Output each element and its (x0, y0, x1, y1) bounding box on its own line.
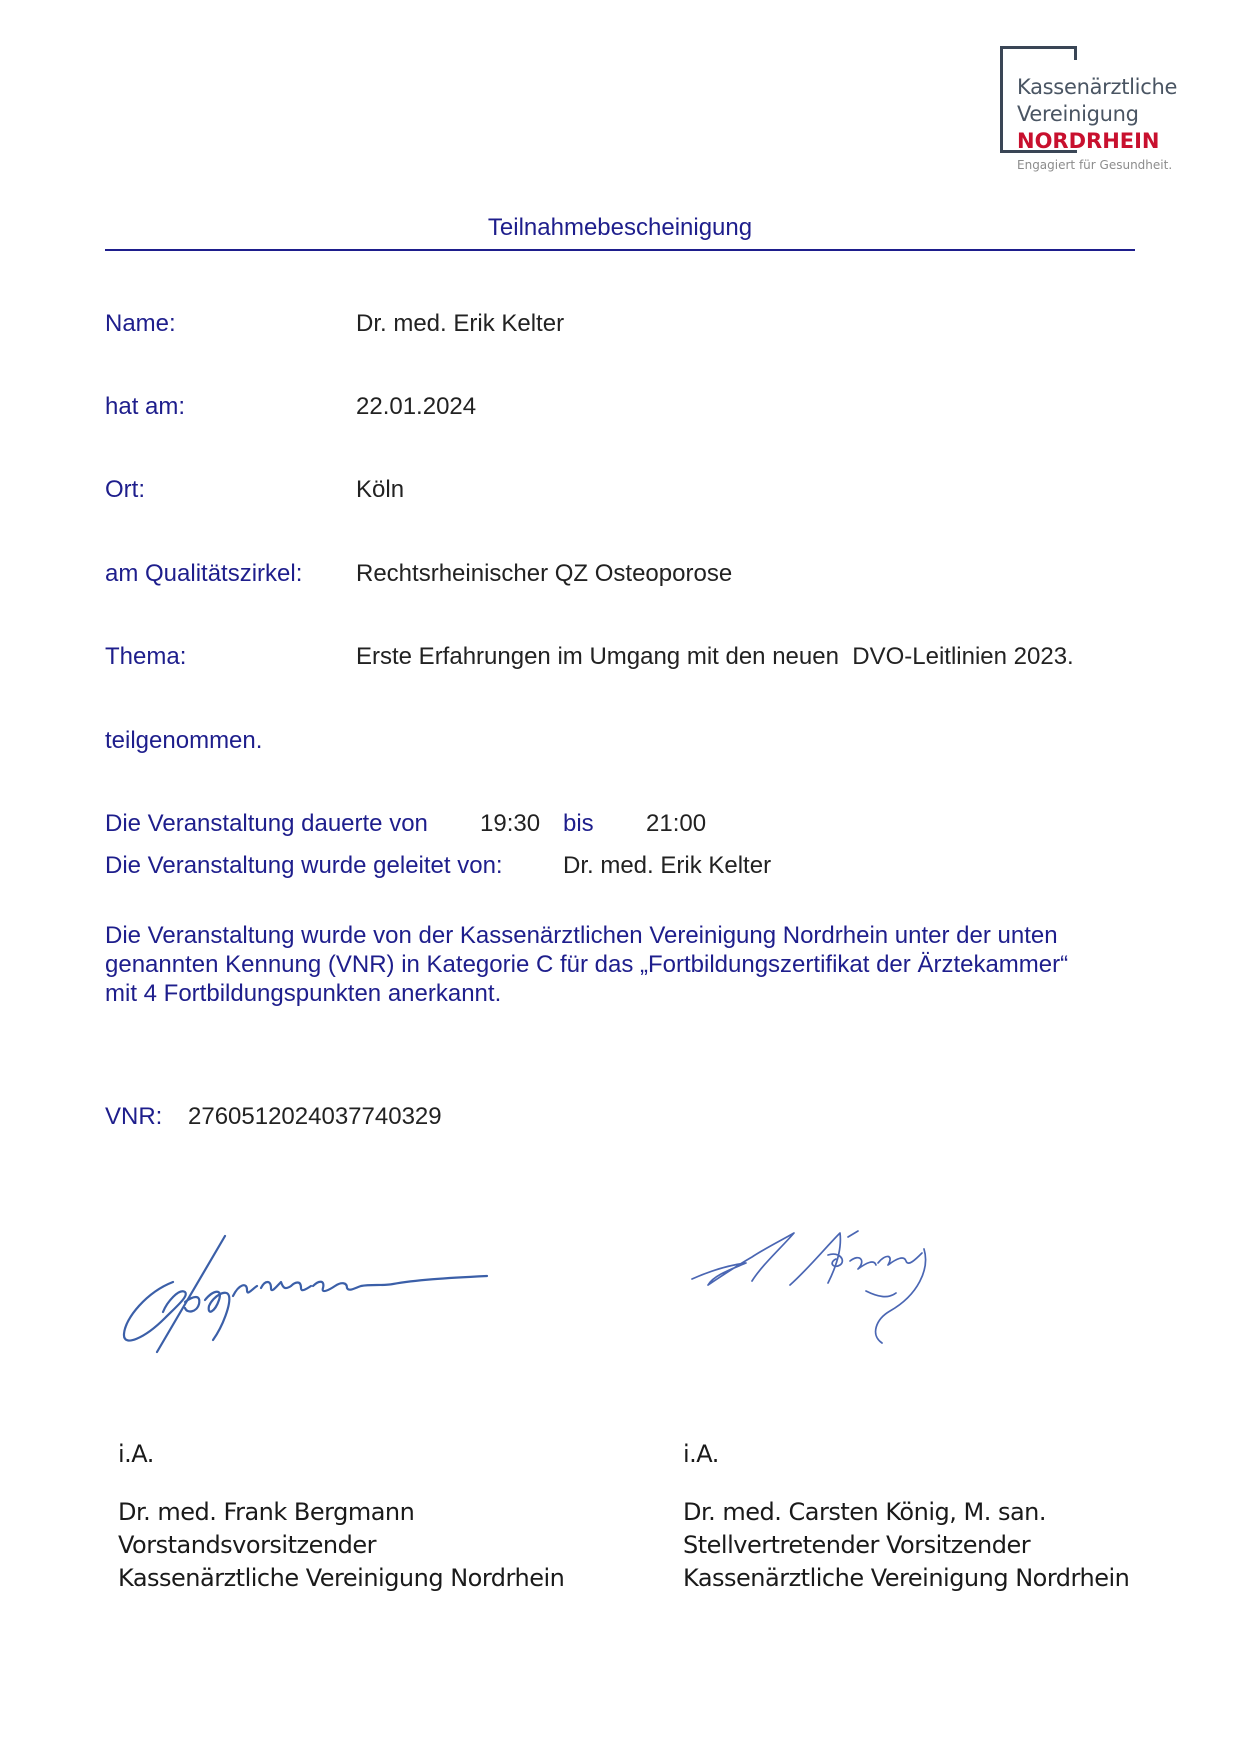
end-time: 21:00 (646, 810, 707, 837)
place-value: Köln (356, 476, 405, 503)
signatory-ia: i.A. (683, 1440, 719, 1468)
quality-circle-value: Rechtsrheinischer QZ Osteoporose (356, 560, 733, 587)
signatory-org: Kassenärztliche Vereinigung Nordrhein (118, 1564, 565, 1592)
accreditation-paragraph (105, 921, 1155, 1008)
signature-bergmann (115, 1230, 495, 1360)
signatory-role: Stellvertretender Vorsitzender (683, 1531, 1031, 1559)
participated-text: teilgenommen. (105, 727, 263, 754)
spacer (118, 1471, 564, 1496)
place-label: Ort: (105, 476, 145, 503)
name-value: Dr. med. Erik Kelter (356, 310, 565, 337)
date-label: hat am: (105, 393, 186, 420)
signatory-role: Vorstandsvorsitzender (118, 1531, 376, 1559)
vnr-label: VNR: (105, 1103, 163, 1130)
accreditation-line-1: Die Veranstaltung wurde von der Kassenärztlichen Vereinigung Nordrhein unter der unten (105, 922, 1058, 949)
led-by-label: Die Veranstaltung wurde geleitet von: (105, 852, 503, 879)
topic-value: Erste Erfahrungen im Umgang mit den neuen DVO-Leitlinien 2023. (356, 643, 1074, 670)
quality-circle-label: am Qualitätszirkel: (105, 560, 303, 587)
vnr-value: 2760512024037740329 (188, 1103, 442, 1130)
logo-tagline: Engagiert für Gesundheit. (1017, 158, 1173, 172)
title-underline (105, 249, 1135, 251)
signatory-koenig-block (683, 1438, 1129, 1595)
date-value: 22.01.2024 (356, 393, 477, 420)
name-label: Name: (105, 310, 176, 337)
signatory-org: Kassenärztliche Vereinigung Nordrhein (683, 1564, 1130, 1592)
logo-line-3: NORDRHEIN (1017, 129, 1160, 153)
document-title: Teilnahmebescheinigung (487, 214, 753, 241)
logo-line-2: Vereinigung (1017, 102, 1139, 126)
duration-label: Die Veranstaltung dauerte von (105, 810, 428, 837)
signatory-bergmann-block (118, 1438, 564, 1595)
led-by-value: Dr. med. Erik Kelter (563, 852, 772, 879)
signatory-name: Dr. med. Frank Bergmann (118, 1498, 415, 1526)
accreditation-line-2: genannten Kennung (VNR) in Kategorie C für das „Fortbildungszertifikat der Ärztekammer“ (105, 951, 1069, 978)
spacer (683, 1471, 1129, 1496)
topic-label: Thema: (105, 643, 187, 670)
signature-koenig (690, 1225, 960, 1350)
logo-line-1: Kassenärztliche (1017, 75, 1178, 99)
logo-frame-tick (1074, 46, 1077, 60)
kv-nordrhein-logo (1000, 46, 1180, 176)
accreditation-line-3: mit 4 Fortbildungspunkten anerkannt. (105, 980, 502, 1007)
signatory-ia: i.A. (118, 1440, 154, 1468)
signatory-name: Dr. med. Carsten König, M. san. (683, 1498, 1047, 1526)
start-time: 19:30 (480, 810, 541, 837)
to-label: bis (563, 810, 594, 837)
